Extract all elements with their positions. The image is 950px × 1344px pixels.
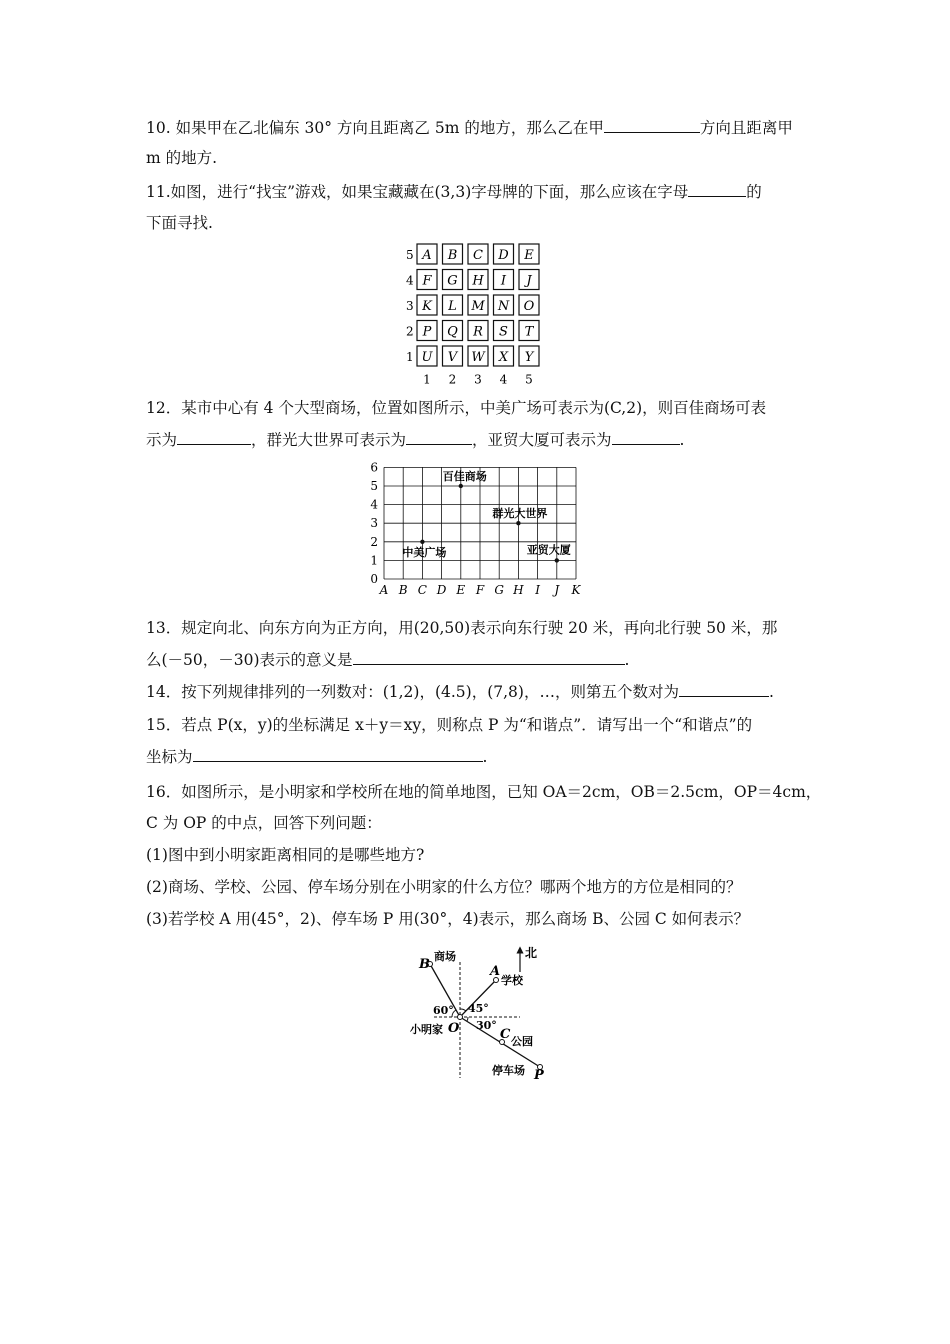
q11-line2: 下面寻找. [146,214,213,232]
q12-line1: 12．某市中心有 4 个大型商场，位置如图所示，中美广场可表示为(C,2)，则百佳商场可表 [146,399,767,417]
grid-row-number: 2 [406,324,414,339]
angle-arc-30 [467,1017,468,1021]
letter-card-label: V [447,350,458,365]
q14-text-post: . [768,683,774,701]
letter-card-label: I [500,273,507,289]
label-b-name: 商场 [434,950,456,963]
y-tick-label: 5 [370,479,378,493]
q13-text-post: . [624,651,630,669]
letter-card-label: H [472,273,484,289]
angle-arc-45 [460,1009,466,1011]
q16-line1: 16．如图所示，是小明家和学校所在地的简单地图，已知 OA＝2cm，OB＝2.5cm，OP＝4cm， [146,783,822,801]
y-tick-label: 3 [370,516,378,531]
location-label: 亚贸大厦 [526,543,571,557]
letter-card-label: Y [524,350,534,365]
location-point [555,558,559,562]
letter-card-label: J [526,273,532,289]
angle-label-60: 60° [433,1004,454,1017]
q11-line1 [146,182,762,202]
letter-card-label: M [471,299,485,314]
y-tick-label: 4 [370,497,378,512]
q12-text-b: ，群光大世界可表示为 [251,431,407,449]
q16-line2: C 为 OP 的中点，回答下列问题： [146,814,382,832]
q13-blank-meaning[interactable] [353,650,625,665]
q10-text: 10. 如果甲在乙北偏东 30° 方向且距离乙 5m 的地方，那么乙在甲 [146,119,604,137]
grid-row-number: 4 [406,273,414,288]
letter-card-label: E [524,248,534,263]
letter-card-label: G [447,273,458,289]
q11-text: 11.如图，进行“找宝”游戏，如果宝藏藏在(3,3)字母牌的下面，那么应该在字母 [146,183,689,201]
q13-text: 么(－50，－30)表示的意义是 [146,651,353,669]
q15-line1: 15．若点 P(x，y)的坐标满足 x＋y＝xy，则称点 P 为“和谐点”．请写出一个“和谐点”的 [146,716,753,734]
q10-line2: m 的地方. [146,149,218,167]
letter-card-label: A [422,248,432,263]
x-tick-label: B [398,583,408,597]
label-a: A [490,964,501,979]
letter-card-label: L [448,299,457,314]
q13-line2 [146,650,629,670]
location-point [459,484,463,488]
label-p-name: 停车场 [492,1064,525,1077]
q10-text-post: 方向且距离甲 [699,119,793,137]
q12-blank-qunguang[interactable] [406,430,472,445]
x-tick-label: K [571,583,581,597]
y-tick-label: 2 [370,534,378,549]
label-c: C [500,1027,511,1042]
north-label: 北 [525,946,538,960]
q12-blank-baijia[interactable] [177,430,251,445]
q14-line1 [146,682,774,702]
label-o-name: 小明家 [410,1023,443,1036]
q16-sub3: (3)若学校 A 用(45°，2)、停车场 P 用(30°，4)表示，那么商场 B、公园 C 如何表示？ [146,910,750,928]
q14-text: 14．按下列规律排列的一列数对：(1,2)，(4.5)，(7,8)，…，则第五个数对为 [146,683,679,701]
x-tick-label: G [494,583,504,597]
y-tick-label: 6 [370,460,378,475]
letter-card-label: C [473,248,483,263]
grid-col-number: 3 [474,372,482,387]
letter-card-label: N [497,299,510,314]
q13-line1: 13．规定向北、向东方向为正方向，用(20,50)表示向东行驶 20 米，再向北行驶 50 米，那 [146,619,778,637]
y-tick-label: 0 [370,572,378,586]
y-tick-label: 1 [370,553,378,568]
letter-card-label: R [473,324,483,340]
mall-grid-figure [364,460,586,602]
letter-card-label: Q [447,324,458,340]
x-tick-label: E [456,583,466,597]
letter-card-label: F [422,273,432,289]
q15-text-post: . [482,748,488,766]
grid-col-number: 2 [448,372,457,387]
q11-blank-letter[interactable] [688,182,746,197]
x-tick-label: F [475,583,485,597]
x-tick-label: I [535,583,540,597]
angle-label-45: 45° [468,1002,489,1015]
q11-text-post: 的 [746,183,762,201]
q15-blank-coord[interactable] [193,747,483,762]
letter-card-label: K [422,299,432,314]
point-o [458,1015,463,1020]
x-tick-label: J [554,583,560,597]
location-label: 百佳商场 [442,470,487,483]
q14-blank-pair[interactable] [679,682,769,697]
q10-line1 [146,118,793,138]
q12-text-a: 示为 [146,431,178,449]
map-figure [404,940,564,1082]
letter-card-label: B [447,248,458,263]
x-tick-label: C [417,583,427,597]
q12-blank-yamao[interactable] [612,430,680,445]
letter-card-label: T [524,324,534,340]
letter-card-label: W [471,350,485,365]
letter-card-label: X [498,350,509,365]
x-tick-label: H [513,583,524,597]
location-point [420,540,424,544]
x-tick-label: D [436,583,447,597]
letter-grid-figure [398,240,558,388]
location-point [516,521,520,525]
letter-card-label: S [499,324,508,340]
q16-sub2: (2)商场、学校、公园、停车场分别在小明家的什么方位？哪两个地方的方位是相同的？ [146,878,742,896]
letter-card-label: P [422,324,432,340]
letter-card-label: O [523,299,535,314]
location-label: 群光大世界 [492,507,548,521]
q12-line2 [146,430,684,450]
label-c-name: 公园 [511,1035,533,1048]
grid-row-number: 3 [406,299,414,313]
grid-col-number: 5 [525,372,533,387]
grid-row-number: 1 [406,350,414,364]
grid-col-number: 1 [423,372,431,387]
q15-text: 坐标为 [146,748,193,766]
x-tick-label: A [379,583,389,597]
angle-label-30: 30° [476,1019,497,1032]
label-b: B [419,957,430,972]
letter-card-label: D [498,248,509,263]
q12-text-c: ，亚贸大厦可表示为 [472,431,612,449]
q15-line2 [146,747,487,767]
grid-row-number: 5 [406,248,414,262]
grid-col-number: 4 [499,372,508,387]
q10-blank-direction[interactable] [604,118,700,133]
label-a-name: 学校 [501,974,523,987]
letter-card-label: U [421,350,433,365]
label-o: O [448,1021,460,1036]
q12-text-d: . [679,431,685,449]
location-label: 中美广场 [402,545,447,559]
q16-sub1: (1)图中到小明家距离相同的是哪些地方? [146,846,425,864]
label-p: P [534,1068,544,1082]
